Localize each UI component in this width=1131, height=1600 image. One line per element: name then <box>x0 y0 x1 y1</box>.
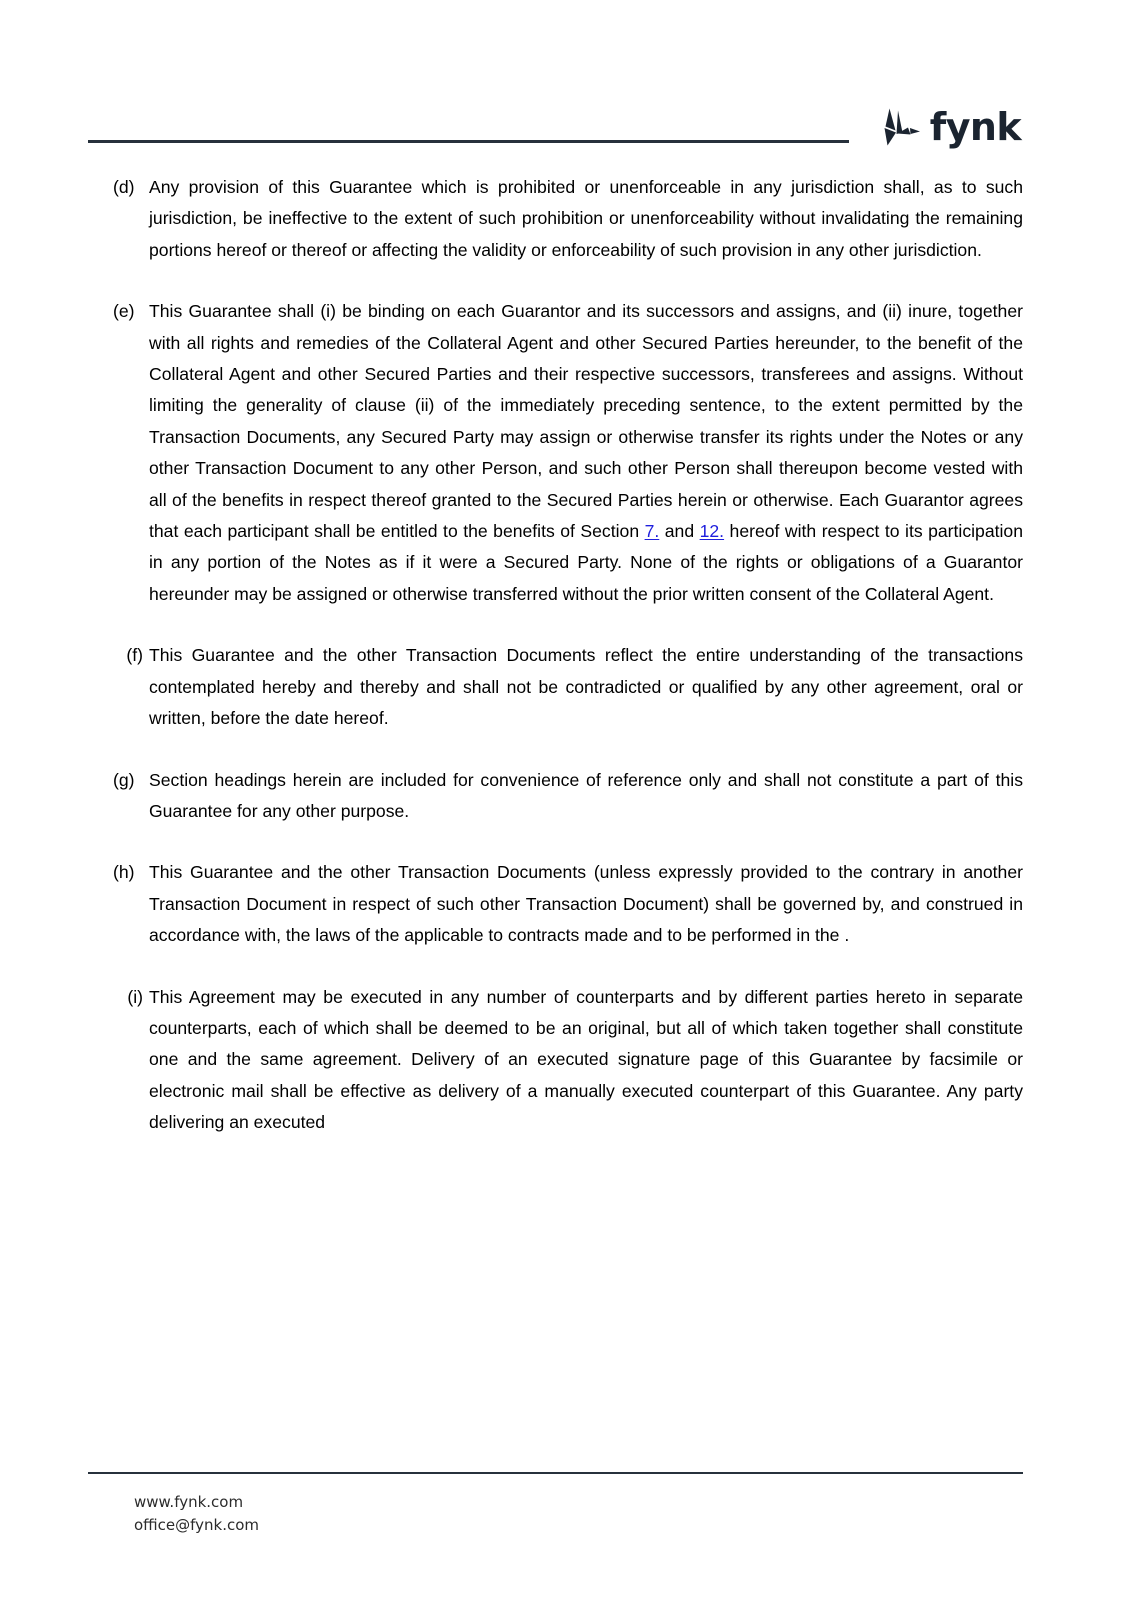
clause-list <box>113 172 1023 1139</box>
clause-marker: (e) <box>113 301 135 322</box>
clause-item <box>113 296 1023 610</box>
clause-segment: This Guarantee shall (i) be binding on each Guarantor and its successors and assigns, and (ii) inure, together with all rights and remedies of the Collateral Agent and other Secured Parties hereunder, to the benefit of the Collateral Agent and other Secured Parties and their respective successors, transferees and assigns. Without limiting the generality of clause (ii) of the immediately preceding sentence, to the extent permitted by the Transaction Documents, any Secured Party may assign or otherwise transfer its rights under the Notes or any other Transaction Document to any other Person, and such other Person shall thereupon become vested with all of the benefits in respect thereof granted to the Secured Parties herein or otherwise. Each Guarantor agrees that each participant shall be entitled to the benefits of Section <box>149 301 1023 542</box>
clause-text <box>149 857 1023 951</box>
clause-segment: and <box>659 521 700 542</box>
clause-text <box>149 172 1023 266</box>
clause-segment: Any provision of this Guarantee which is prohibited or unenforceable in any jurisdiction shall, as to such jurisdiction, be ineffective to the extent of such prohibition or unenforceability without invalidating the remaining portions hereof or thereof or affecting the validity or enforceability of such provision in any other jurisdiction. <box>149 177 1023 260</box>
footer-divider <box>88 1472 1023 1474</box>
section-reference-link[interactable]: 12. <box>699 521 725 542</box>
clause-marker: (d) <box>113 177 135 197</box>
clause-item <box>113 640 1023 734</box>
origami-bird-icon <box>875 107 921 147</box>
clause-segment: This Guarantee and the other Transaction Documents reflect the entire understanding of the transactions contemplated hereby and thereby and shall not be contradicted or qualified by any other agreement, oral or written, before the date hereof. <box>149 645 1023 729</box>
clause-segment: This Guarantee and the other Transaction Documents (unless expressly provided to the contrary in another Transaction Document in respect of such other Transaction Document) shall be governed by, and construed in accordance with, the laws of the applicable to contracts made and to be performed in the . <box>149 862 1023 946</box>
clause-segment: hereof with respect to its participation in any portion of the Notes as if it were a Secured Party. None of the rights or obligations of a Guarantor hereunder may be assigned or otherwise transferred without the prior written consent of the Collateral Agent. <box>149 521 1023 604</box>
clause-text <box>149 765 1023 828</box>
clause-item <box>113 765 1023 828</box>
brand-name: fynk <box>929 105 1021 149</box>
footer-contact <box>88 1491 1023 1537</box>
clause-marker: (h) <box>113 862 135 883</box>
clause-text <box>149 296 1023 610</box>
footer-email[interactable]: office@fynk.com <box>134 1516 260 1534</box>
clause-marker: (f) <box>126 645 143 666</box>
footer-website[interactable]: www.fynk.com <box>134 1493 244 1511</box>
clause-text <box>149 982 1023 1139</box>
clause-segment: This Agreement may be executed in any number of counterparts and by different parties hereto in separate counterparts, each of which shall be deemed to be an original, but all of which taken together shall constitute one and the same agreement. Delivery of an executed signature page of this Guarantee by facsimile or electronic mail shall be effective as delivery of a manually executed counterpart of this Guarantee. Any party delivering an executed <box>149 986 1023 1133</box>
page-footer <box>88 1472 1023 1537</box>
clause-marker: (i) <box>127 986 143 1007</box>
header-divider <box>88 140 849 143</box>
clause-text <box>149 640 1023 734</box>
clause-item <box>113 982 1023 1139</box>
clause-item <box>113 857 1023 951</box>
section-reference-link[interactable]: 7. <box>644 521 660 542</box>
clause-marker: (g) <box>113 769 135 790</box>
clause-segment: Section headings herein are included for convenience of reference only and shall not constitute a part of this Guarantee for any other purpose. <box>149 769 1023 821</box>
page-header <box>88 96 1023 158</box>
brand-logo <box>875 107 1023 147</box>
clause-item <box>113 172 1023 266</box>
